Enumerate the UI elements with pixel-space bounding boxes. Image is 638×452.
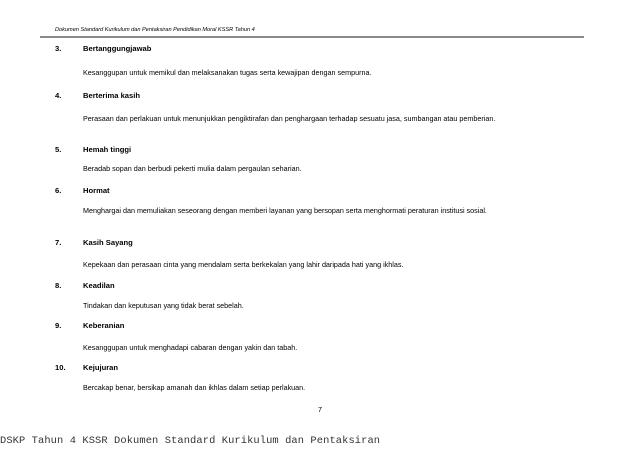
entry-definition: Kesanggupan untuk memikul dan melaksanakan tugas serta kewajipan dengan sempurna. xyxy=(83,68,372,77)
entry-term: Keberanian xyxy=(83,321,125,330)
entry-definition: Kesanggupan untuk menghadapi cabaran dengan yakin dan tabah. xyxy=(83,343,298,352)
page-number: 7 xyxy=(318,405,322,414)
entry-number: 5. xyxy=(55,145,62,154)
document-header: Dokumen Standard Kurikulum dan Pentaksiran Pendidikan Moral KSSR Tahun 4 xyxy=(55,27,255,33)
entry-definition: Kepekaan dan perasaan cinta yang mendalam serta berkekalan yang lahir daripada hati yang ikhlas. xyxy=(83,260,404,269)
entry-number: 6. xyxy=(55,186,62,195)
entry-definition: Menghargai dan memuliakan seseorang dengan memberi layanan yang bersopan serta menghormati peraturan institusi sosial. xyxy=(83,206,487,215)
entry-definition: Perasaan dan perlakuan untuk menunjukkan pengiktirafan dan penghargaan terhadap sesuatu jasa, sumbangan atau pemberian. xyxy=(83,114,496,123)
entry-number: 8. xyxy=(55,281,62,290)
entry-definition: Bercakap benar, bersikap amanah dan ikhlas dalam setiap perlakuan. xyxy=(83,383,306,392)
entry-term: Berterima kasih xyxy=(83,91,140,100)
header-divider xyxy=(40,36,584,38)
entry-term: Hemah tinggi xyxy=(83,145,132,154)
entry-definition: Beradab sopan dan berbudi pekerti mulia dalam pergaulan seharian. xyxy=(83,164,302,173)
document-footer: DSKP Tahun 4 KSSR Dokumen Standard Kurikulum dan Pentaksiran xyxy=(0,435,381,447)
entry-definition: Tindakan dan keputusan yang tidak berat sebelah. xyxy=(83,301,244,310)
entry-term: Kasih Sayang xyxy=(83,238,133,247)
entry-term: Kejujuran xyxy=(83,363,119,372)
entry-term: Keadilan xyxy=(83,281,115,290)
entry-term: Hormat xyxy=(83,186,110,195)
entry-number: 9. xyxy=(55,321,62,330)
entry-number: 10. xyxy=(55,363,66,372)
entry-number: 7. xyxy=(55,238,62,247)
entry-term: Bertanggungjawab xyxy=(83,44,152,53)
entry-number: 3. xyxy=(55,44,62,53)
entry-number: 4. xyxy=(55,91,62,100)
